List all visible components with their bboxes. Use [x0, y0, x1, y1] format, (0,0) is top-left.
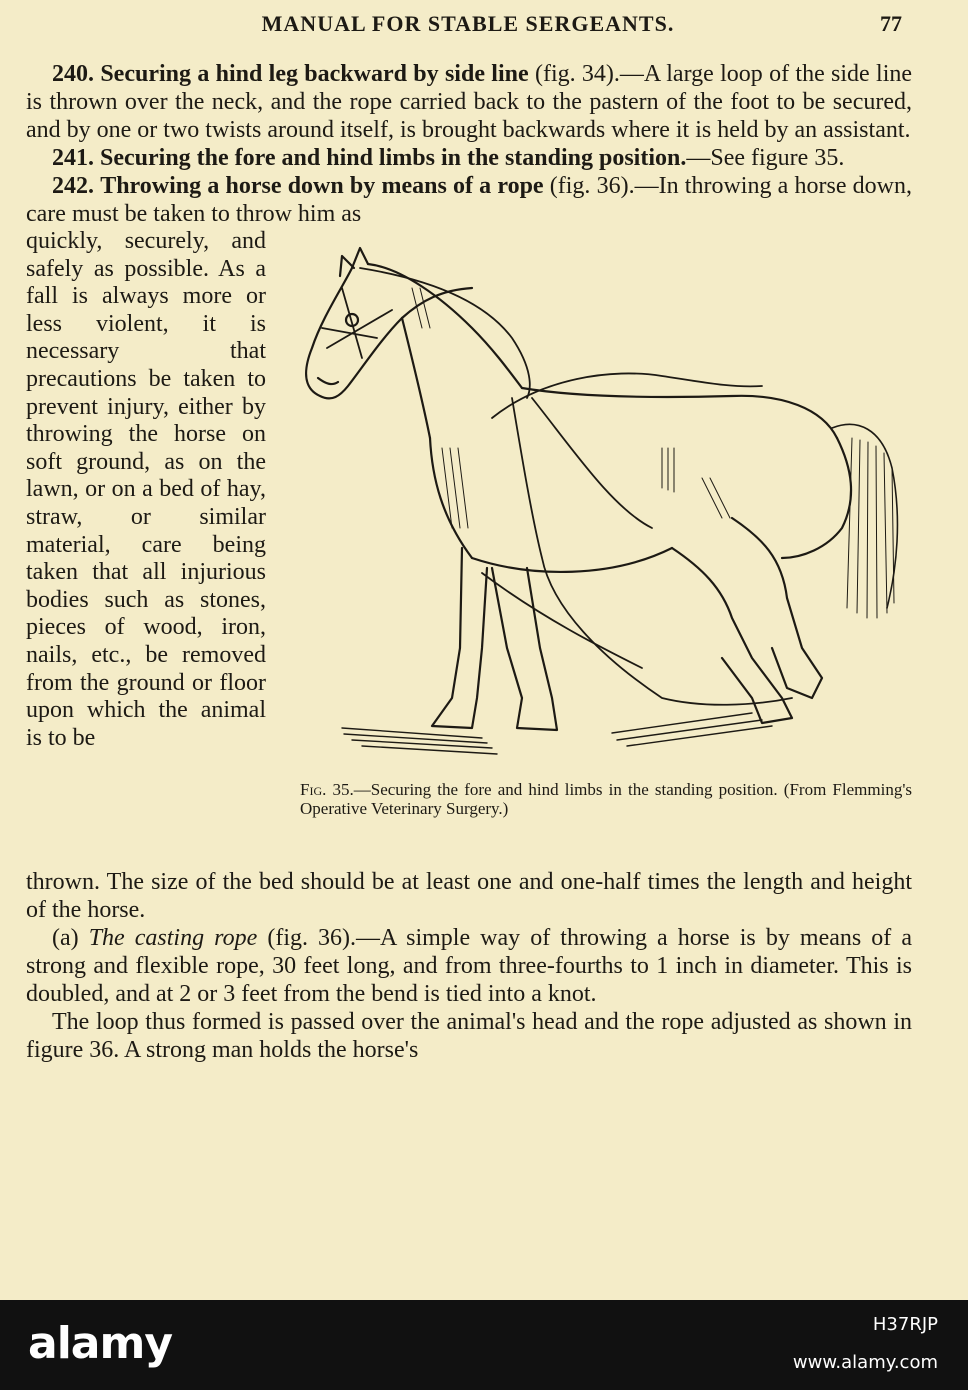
ground-shadow — [342, 713, 772, 754]
foreleg-1 — [432, 548, 487, 728]
watermark-brand: alamy — [28, 1318, 172, 1369]
horse-belly — [472, 548, 672, 572]
paragraph-241 — [26, 144, 912, 172]
section-body: —See figure 35. — [686, 145, 845, 171]
watermark-image-id: H37RJP — [872, 1314, 938, 1335]
horse-illustration — [282, 228, 912, 773]
paragraph-240 — [26, 60, 912, 144]
text-with-figure — [26, 228, 912, 868]
horse-tail — [832, 424, 897, 608]
subsection-title: The casting rope — [88, 925, 258, 951]
watermark-strip — [0, 1300, 968, 1390]
figure-caption — [282, 780, 912, 818]
section-body: (fig. 36).—In throwing a horse down, care must be taken to throw him as — [26, 173, 913, 227]
paragraph-242 — [26, 172, 912, 228]
watermark-site: www.alamy.com — [792, 1352, 938, 1373]
section-body: (fig. 34).—A large loop of the side line is thrown over the neck, and the rope carried back to the pastern of the foot to be secured, and by one or two twists around itself, is brought backwards where it is held by an assistant. — [26, 61, 913, 143]
figure-35 — [282, 228, 912, 868]
hobble-rope — [512, 398, 792, 705]
horse-rump — [782, 438, 851, 558]
horse-back — [522, 388, 837, 438]
hindleg-2 — [732, 518, 822, 698]
subsection-body: (fig. 36).—A simple way of throwing a horse is by means of a strong and flexible rope, 30 feet long, and from three-fourths to 1 inch in diameter. This is doubled, and at 2 or 3 feet from the bend is tied into a knot. — [26, 925, 912, 1007]
section-title: Securing a hind leg backward by side line — [100, 61, 529, 87]
running-title: MANUAL FOR STABLE SERGEANTS. — [261, 11, 675, 36]
section-title: Throwing a horse down by means of a rope — [100, 173, 544, 199]
running-head — [26, 8, 902, 40]
section-number: 242. — [52, 173, 94, 199]
paragraph-casting-rope — [26, 924, 912, 1008]
horse-neck — [368, 264, 522, 388]
foreleg-2 — [492, 568, 557, 730]
hindleg-1 — [672, 548, 792, 723]
horse-head — [306, 268, 472, 398]
section-title: Securing the fore and hind limbs in the standing position. — [100, 145, 687, 171]
section-number: 240. — [52, 61, 94, 87]
wrapped-text-column: quickly, securely, and safely as possible. As a fall is always more or less violent, it is necessary that precautions be taken to prevent injury, either by throwing the horse on soft ground, as on the lawn, or on a bed of hay, straw, or similar material, care being taken that all injurious bodies such as stones, pieces of wood, iron, nails, etc., be removed from the ground or floor upon which the animal is to be — [26, 228, 266, 751]
figure-label: Fig. 35. — [300, 780, 354, 799]
paragraph-loop: The loop thus formed is passed over the animal's head and the rope adjusted as shown in figure 36. A strong man holds the horse's — [26, 1009, 912, 1063]
tail-hair — [847, 438, 894, 618]
subsection-label: (a) — [52, 925, 89, 951]
figure-caption-text: —Securing the fore and hind limbs in the standing position. (From Flemming's Operative Veterinary Surgery.) — [300, 780, 912, 818]
body-shading — [412, 288, 730, 528]
paragraph-242-continued: thrown. The size of the bed should be at least one and one-half times the length and height of the horse. — [26, 869, 912, 923]
lead-rope — [360, 268, 530, 398]
page-number: 77 — [880, 11, 902, 36]
body-text — [26, 60, 912, 1064]
section-number: 241. — [52, 145, 94, 171]
